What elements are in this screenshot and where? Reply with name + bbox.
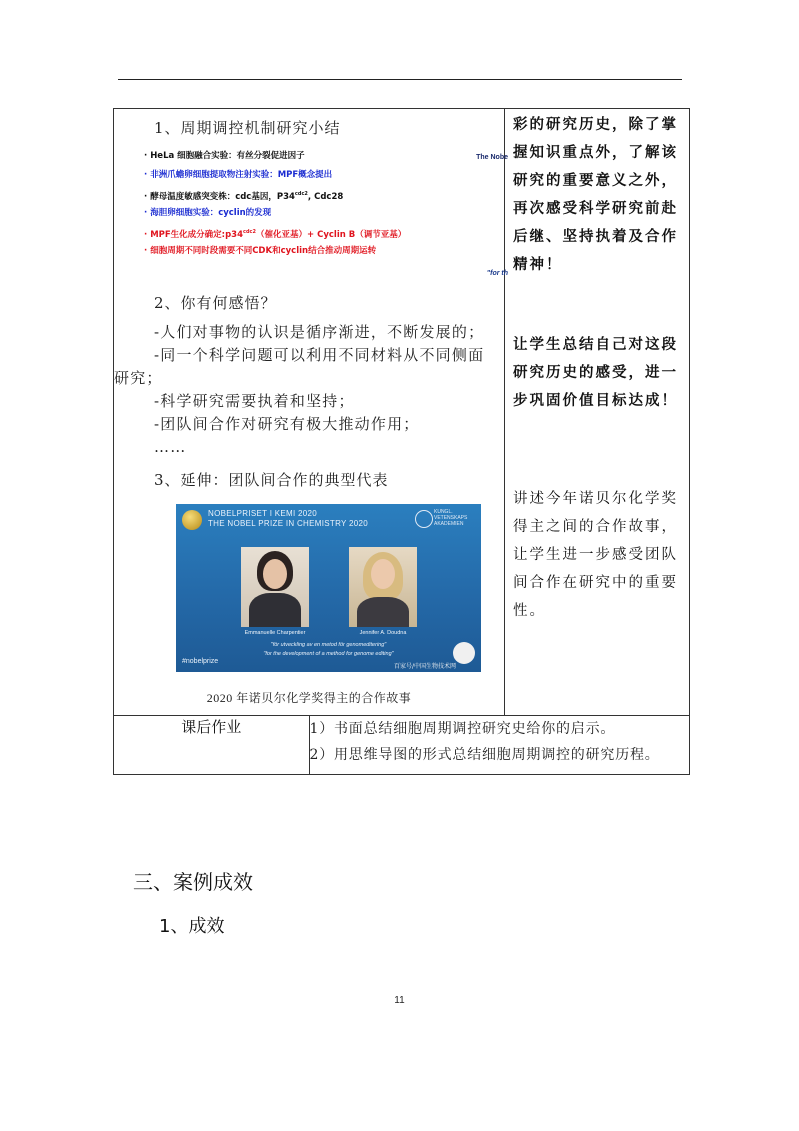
slide-clip-text: "for th	[486, 270, 508, 277]
thought-item: 研究；	[114, 369, 163, 387]
slide-line: · MPF生化成分确定$:p34^{cdc2}$（催化亚基）+ Cyclin B（调节亚基）	[144, 229, 407, 240]
nobel-title-sv: NOBELPRISET I KEMI 2020	[208, 509, 318, 518]
image-watermark: 百家号/中国生物技术网	[394, 663, 457, 670]
homework-item: 2）用思维导图的形式总结细胞周期调控的研究历程。	[309, 747, 660, 763]
laureate-photo-charpentier	[241, 547, 309, 627]
thoughts-list	[114, 321, 498, 459]
intent-paragraph: 讲述今年诺贝尔化学奖得主之间的合作故事，让学生进一步感受团队间合作在研究中的重要性。	[513, 491, 678, 619]
header-rule	[118, 79, 682, 80]
slide-line: · 细胞周期不同时段需要不同CDK和cyclin结合推动周期运转	[144, 246, 377, 256]
thought-item: -人们对事物的认识是循序渐进，不断发展的；	[154, 323, 485, 341]
academy-seal-icon	[415, 510, 433, 528]
hashtag: #nobelprize	[182, 658, 219, 665]
slide-line: · HeLa 细胞融合实验：有丝分裂促进因子	[144, 151, 305, 161]
watermark-badge-icon	[453, 642, 475, 664]
nobel-prize-image	[176, 504, 481, 672]
homework-label: 课后作业	[114, 716, 310, 775]
design-intent-cell	[505, 109, 690, 716]
slide-line: · 海胆卵细胞实验：cyclin的发现	[144, 208, 272, 218]
laureate-photo-doudna	[349, 547, 417, 627]
section1-title: 1、周期调控机制研究小结	[154, 119, 341, 137]
image-caption: 2020 年诺贝尔化学奖得主的合作故事	[206, 691, 412, 705]
laureate-name: Jennifer A. Doudna	[359, 630, 407, 636]
slide-excerpt	[144, 149, 484, 263]
slide-line: · 非洲爪蟾卵细胞提取物注射实验：MPF概念提出	[144, 170, 333, 180]
section3-title: 3、延伸：团队间合作的典型代表	[154, 471, 389, 489]
subsection-heading: 1、成效	[159, 916, 225, 937]
slide-clip-text: The Nobe	[476, 154, 508, 161]
nobel-title-en: THE NOBEL PRIZE IN CHEMISTRY 2020	[208, 519, 369, 528]
thought-item: -团队间合作对研究有极大推动作用；	[154, 415, 420, 433]
content-cell	[114, 109, 508, 716]
homework-item: 1）书面总结细胞周期调控研究史给你的启示。	[309, 721, 616, 737]
thought-item: -同一个科学问题可以利用不同材料从不同侧面	[154, 346, 485, 364]
intent-paragraph: 让学生总结自己对这段研究历史的感受，进一步巩固价值目标达成！	[513, 336, 678, 409]
thought-item: ……	[154, 438, 187, 456]
prize-motivation-sv: "för utveckling av en metod för genomeditering"	[270, 642, 387, 648]
academy-name: KUNGL. VETENSKAPS AKADEMIEN	[434, 509, 468, 527]
prize-motivation-en: "for the development of a method for genome editing"	[263, 651, 394, 657]
nobel-medal-icon	[182, 510, 202, 530]
section-heading: 三、案例成效	[133, 870, 253, 894]
lesson-table	[113, 108, 690, 775]
homework-body	[309, 716, 690, 775]
section2-title: 2、你有何感悟？	[154, 294, 277, 312]
laureate-name: Emmanuelle Charpentier	[244, 630, 306, 636]
page-number: 11	[394, 995, 405, 1006]
intent-paragraph: 彩的研究历史，除了掌握知识重点外，了解该研究的重要意义之外，再次感受科学研究前赴后继、坚持执着及合作精神！	[513, 116, 678, 273]
slide-line: · 酵母温度敏感突变株：cdc基因，$P34^{cdc2}$, Cdc28	[144, 191, 344, 202]
thought-item: -科学研究需要执着和坚持；	[154, 392, 355, 410]
